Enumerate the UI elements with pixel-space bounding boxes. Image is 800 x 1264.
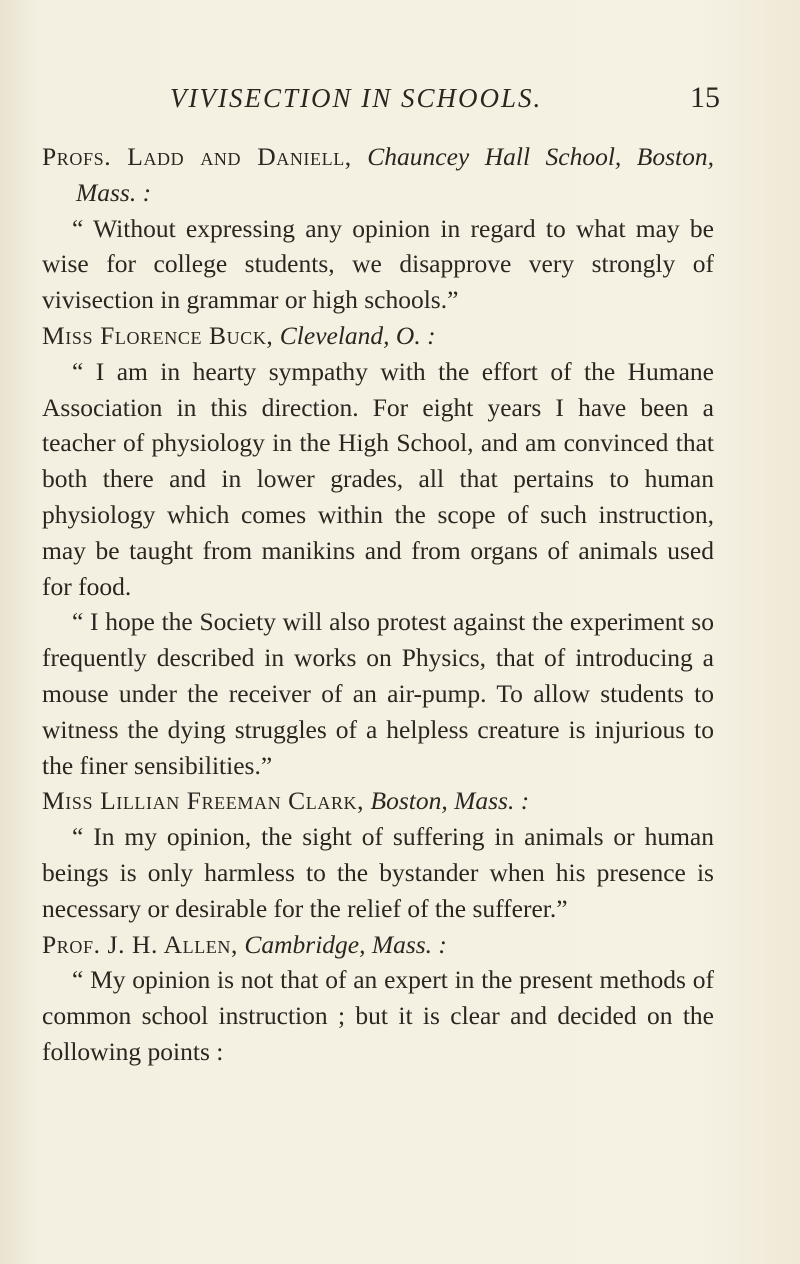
running-head-title: VIVISECTION IN SCHOOLS. [170, 83, 543, 113]
author-name: Miss Lillian Freeman Clark, [42, 786, 365, 816]
quote-paragraph: “ Without expressing any opinion in regard to what may be wise for college students, we disapprove very strongly of vivisection in grammar or high schools.” [42, 213, 714, 315]
body-text [42, 139, 714, 1070]
running-head [150, 76, 720, 120]
author-line [42, 927, 714, 963]
author-line [42, 318, 714, 354]
author-name: Miss Florence Buck, [42, 320, 274, 350]
author-name: Profs. Ladd and Daniell, [42, 142, 352, 171]
author-name: Prof. J. H. Allen, [42, 929, 238, 959]
author-place: Boston, Mass. : [370, 786, 530, 816]
quote-paragraph: “ My opinion is not that of an expert in the present methods of common school instruction ; but it is clear and decided on the following points : [42, 965, 714, 1066]
author-place: Cleveland, O. : [279, 320, 436, 350]
quote-paragraph: “ I hope the Society will also protest against the experiment so frequently described in works on Physics, that of introducing a mouse under the receiver of an air-pump. To allow students to witness the dying struggles of a helpless creature is injurious to the finer sensibilities.” [42, 607, 714, 780]
author-line [42, 783, 714, 819]
author-place: Chauncey Hall School, Boston, Mass. : [76, 142, 714, 207]
quote-paragraph: “ In my opinion, the sight of suffering in animals or human beings is only harmless to the bystander when his presence is necessary or desirable for the relief of the sufferer.” [42, 822, 714, 923]
author-line [42, 139, 714, 211]
quote-paragraph: “ I am in hearty sympathy with the effort of the Humane Association in this direction. For eight years I have been a teacher of physiology in the High School, and am convinced that both there and in lower grades, all that pertains to human physiology which comes within the scope of such instruction, may be taught from manikins and from organs of animals used for food. [42, 356, 714, 601]
author-place: Cambridge, Mass. : [244, 929, 447, 959]
page-number: 15 [690, 81, 720, 114]
